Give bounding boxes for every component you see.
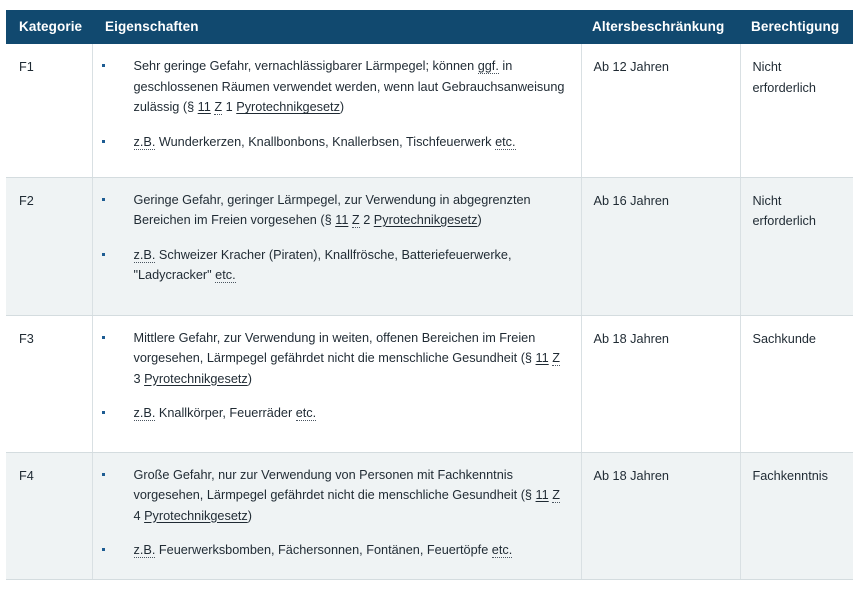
properties-list-item	[93, 540, 567, 561]
abbreviation-marker: Z	[214, 100, 223, 115]
property-text: Große Gefahr, nur zur Verwendung von Personen mit Fachkenntnis vorgesehen, Lärmpegel gefährdet nicht die menschliche Gesundheit (§	[133, 467, 536, 503]
property-text: Geringe Gefahr, geringer Lärmpegel, zur Verwendung in abgegrenzten Bereichen im Freien vorgesehen (§	[133, 192, 531, 228]
property-text: 4	[133, 508, 145, 523]
properties-list	[93, 190, 567, 286]
cell-eigenschaften	[92, 44, 581, 177]
abbreviation-marker: etc.	[491, 543, 513, 558]
abbreviation-marker: z.B.	[133, 247, 156, 262]
properties-list-item	[93, 328, 567, 390]
property-text: )	[247, 371, 252, 386]
properties-list	[93, 328, 567, 424]
properties-list-item	[93, 403, 567, 424]
properties-list-item	[93, 132, 567, 153]
legal-reference-link[interactable]: Pyrotechnikgesetz	[373, 213, 478, 228]
cell-berechtigung: Sachkunde	[740, 315, 853, 452]
property-text: 1	[222, 100, 237, 115]
legal-reference-link[interactable]: Pyrotechnikgesetz	[144, 508, 248, 523]
cell-kategorie: F4	[6, 452, 92, 579]
property-text: Schweizer Kracher (Piraten), Knallfrösche, Batteriefeuerwerke, "Ladycracker"	[133, 247, 512, 283]
legal-reference-link[interactable]: 11	[535, 351, 549, 366]
legal-reference-link[interactable]: 11	[197, 100, 211, 115]
table-body	[6, 44, 853, 579]
table-header-row	[6, 10, 853, 44]
cell-berechtigung: Nicht erforderlich	[740, 177, 853, 315]
cell-altersbeschraenkung: Ab 12 Jahren	[581, 44, 740, 177]
legal-reference-link[interactable]: 11	[335, 213, 349, 228]
cell-eigenschaften	[92, 315, 581, 452]
abbreviation-marker: etc.	[495, 134, 516, 149]
cell-altersbeschraenkung: Ab 18 Jahren	[581, 452, 740, 579]
cell-berechtigung: Fachkenntnis	[740, 452, 853, 579]
property-text: Wunderkerzen, Knallbonbons, Knallerbsen, Tischfeuerwerk	[155, 134, 496, 149]
cell-eigenschaften	[92, 452, 581, 579]
table-row	[6, 44, 853, 177]
property-text: )	[247, 508, 252, 523]
property-text: 2	[359, 213, 374, 228]
bullet-icon	[102, 64, 105, 67]
property-text: Feuerwerksbomben, Fächersonnen, Fontänen, Feuertöpfe	[155, 543, 492, 558]
abbreviation-marker: etc.	[295, 406, 317, 421]
property-text: 3	[133, 371, 145, 386]
properties-list-item	[93, 56, 567, 118]
cell-kategorie: F1	[6, 44, 92, 177]
abbreviation-marker: Z	[552, 351, 560, 366]
legal-reference-link[interactable]: Pyrotechnikgesetz	[144, 371, 248, 386]
table-row	[6, 177, 853, 315]
properties-list-item	[93, 245, 567, 286]
table-row	[6, 315, 853, 452]
column-header-berechtigung: Berechtigung	[740, 10, 853, 44]
fireworks-category-table	[6, 10, 853, 580]
cell-berechtigung: Nicht erforderlich	[740, 44, 853, 177]
bullet-icon	[102, 548, 105, 551]
abbreviation-marker: Z	[552, 488, 560, 503]
abbreviation-marker: z.B.	[133, 543, 156, 558]
column-header-eigenschaften: Eigenschaften	[92, 10, 581, 44]
cell-altersbeschraenkung: Ab 16 Jahren	[581, 177, 740, 315]
abbreviation-marker: ggf.	[477, 59, 499, 73]
properties-list-item	[93, 190, 567, 231]
property-text: )	[339, 100, 345, 115]
properties-list-item	[93, 465, 567, 527]
abbreviation-marker: z.B.	[133, 134, 156, 149]
cell-eigenschaften	[92, 177, 581, 315]
bullet-icon	[102, 336, 105, 339]
properties-list	[93, 465, 567, 561]
abbreviation-marker: z.B.	[133, 406, 156, 421]
cell-kategorie: F3	[6, 315, 92, 452]
property-text: Mittlere Gefahr, zur Verwendung in weiten, offenen Bereichen im Freien vorgesehen, Lärmpegel gefährdet nicht die menschliche Gesundheit (§	[133, 330, 536, 366]
table-header	[6, 10, 853, 44]
abbreviation-marker: Z	[351, 213, 360, 228]
properties-list	[93, 56, 567, 152]
property-text: Sehr geringe Gefahr, vernachlässigbarer Lärmpegel; können	[133, 59, 478, 73]
column-header-altersbeschraenkung: Altersbeschränkung	[581, 10, 740, 44]
bullet-icon	[102, 473, 105, 476]
cell-altersbeschraenkung: Ab 18 Jahren	[581, 315, 740, 452]
bullet-icon	[102, 411, 105, 414]
table-row	[6, 452, 853, 579]
property-text: )	[477, 213, 482, 228]
property-text: Knallkörper, Feuerräder	[155, 406, 296, 421]
legal-reference-link[interactable]: Pyrotechnikgesetz	[236, 100, 340, 115]
abbreviation-marker: etc.	[215, 268, 236, 283]
column-header-kategorie: Kategorie	[6, 10, 92, 44]
fireworks-category-table-container	[6, 10, 853, 580]
property-text: in geschlossenen Räumen verwendet werden, wenn laut Gebrauchsanweisung zulässig (§	[133, 59, 565, 115]
bullet-icon	[102, 140, 105, 143]
bullet-icon	[102, 198, 105, 201]
legal-reference-link[interactable]: 11	[535, 488, 549, 503]
bullet-icon	[102, 253, 105, 256]
cell-kategorie: F2	[6, 177, 92, 315]
